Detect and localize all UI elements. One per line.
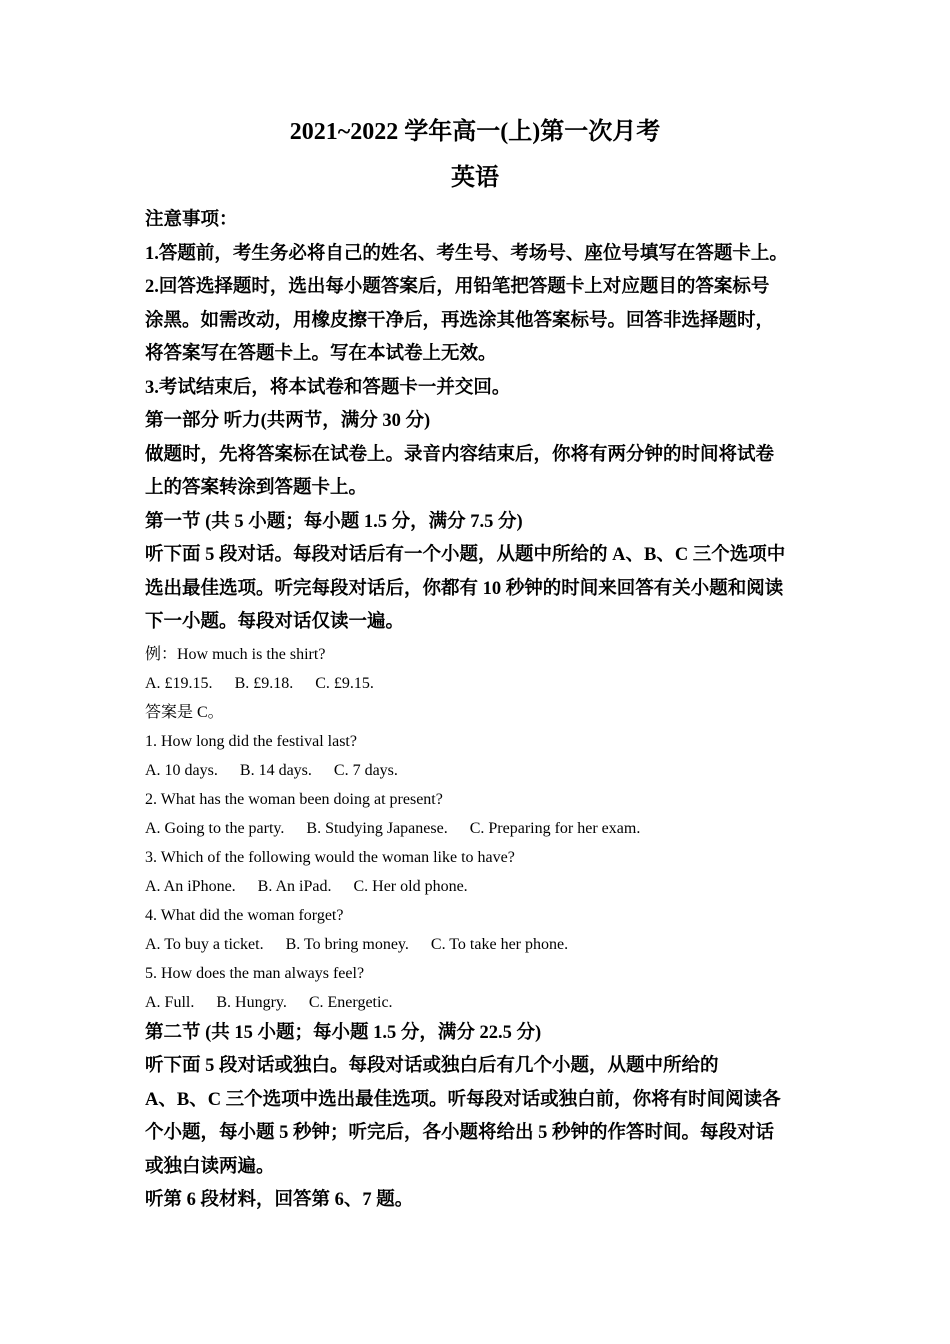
question-4: 4. What did the woman forget?: [145, 906, 344, 924]
section2-instruction: 或独白读两遍。: [145, 1156, 275, 1177]
option: B. To bring money.: [285, 935, 409, 953]
option: B. Hungry.: [216, 993, 287, 1011]
section1-heading: 第一节 (共 5 小题；每小题 1.5 分，满分 7.5 分): [145, 511, 523, 532]
question-1-options: [145, 756, 810, 785]
question-5-options: [145, 988, 810, 1017]
notice-line: 3.考试结束后，将本试卷和答题卡一并交回。: [145, 377, 511, 398]
part1-heading: 第一部分 听力(共两节，满分 30 分): [145, 411, 431, 431]
option: A. Going to the party.: [145, 819, 285, 837]
question-3-options: [145, 872, 810, 901]
notice-line: 涂黑。如需改动，用橡皮擦干净后，再选涂其他答案标号。回答非选择题时，: [145, 310, 775, 331]
section2-heading: 第二节 (共 15 小题；每小题 1.5 分，满分 22.5 分): [145, 1022, 542, 1043]
section1-instruction: 选出最佳选项。听完每段对话后，你都有 10 秒钟的时间来回答有关小题和阅读: [145, 578, 784, 599]
exam-subject: 英语: [451, 165, 499, 191]
option: A. To buy a ticket.: [145, 935, 264, 953]
option: B. Studying Japanese.: [306, 819, 448, 837]
notice-line: 1.答题前，考生务必将自己的姓名、考生号、考场号、座位号填写在答题卡上。: [145, 243, 788, 264]
exam-title: 2021~2022 学年高一(上)第一次月考: [289, 119, 661, 145]
example-answer: 答案是 C。: [145, 703, 224, 721]
option: B. 14 days.: [239, 761, 312, 779]
option: A. 10 days.: [145, 761, 218, 779]
section2-instruction: A、B、C 三个选项中选出最佳选项。听每段对话或独白前，你将有时间阅读各: [145, 1089, 781, 1110]
option: A. An iPhone.: [145, 877, 236, 895]
question-5: 5. How does the man always feel?: [145, 964, 365, 982]
notice-line: 将答案写在答题卡上。写在本试卷上无效。: [145, 344, 497, 364]
part1-instruction: 做题时，先将答案标在试卷上。录音内容结束后，你将有两分钟的时间将试卷: [145, 444, 775, 465]
example-options: [145, 669, 810, 698]
section2-instruction: 个小题，每小题 5 秒钟；听完后，各小题将给出 5 秒钟的作答时间。每段对话: [145, 1123, 775, 1143]
part1-instruction: 上的答案转涂到答题卡上。: [145, 478, 368, 498]
option: C. £9.15.: [315, 674, 374, 692]
question-4-options: [145, 930, 810, 959]
option: A. £19.15.: [145, 674, 213, 692]
exam-content: [145, 204, 810, 1218]
question-2: 2. What has the woman been doing at present?: [145, 790, 443, 808]
material-prompt: 听第 6 段材料，回答第 6、7 题。: [145, 1190, 414, 1210]
option: C. Preparing for her exam.: [469, 819, 641, 837]
question-1: 1. How long did the festival last?: [145, 732, 357, 750]
notice-line: 2.回答选择题时，选出每小题答案后，用铅笔把答题卡上对应题目的答案标号: [145, 277, 770, 297]
option: B. An iPad.: [257, 877, 332, 895]
question-3: 3. Which of the following would the woman like to have?: [145, 848, 515, 866]
section1-instruction: 下一小题。每段对话仅读一遍。: [145, 612, 405, 632]
question-2-options: [145, 814, 810, 843]
option: C. Energetic.: [308, 993, 393, 1011]
option: C. 7 days.: [333, 761, 398, 779]
option: A. Full.: [145, 993, 195, 1011]
option: C. To take her phone.: [430, 935, 569, 953]
option: B. £9.18.: [234, 674, 294, 692]
example-question: 例：How much is the shirt?: [145, 645, 326, 663]
section1-instruction: 听下面 5 段对话。每段对话后有一个小题，从题中所给的 A、B、C 三个选项中: [145, 545, 786, 565]
section2-instruction: 听下面 5 段对话或独白。每段对话或独白后有几个小题，从题中所给的: [145, 1056, 719, 1076]
option: C. Her old phone.: [353, 877, 468, 895]
notice-heading: 注意事项：: [145, 210, 238, 230]
